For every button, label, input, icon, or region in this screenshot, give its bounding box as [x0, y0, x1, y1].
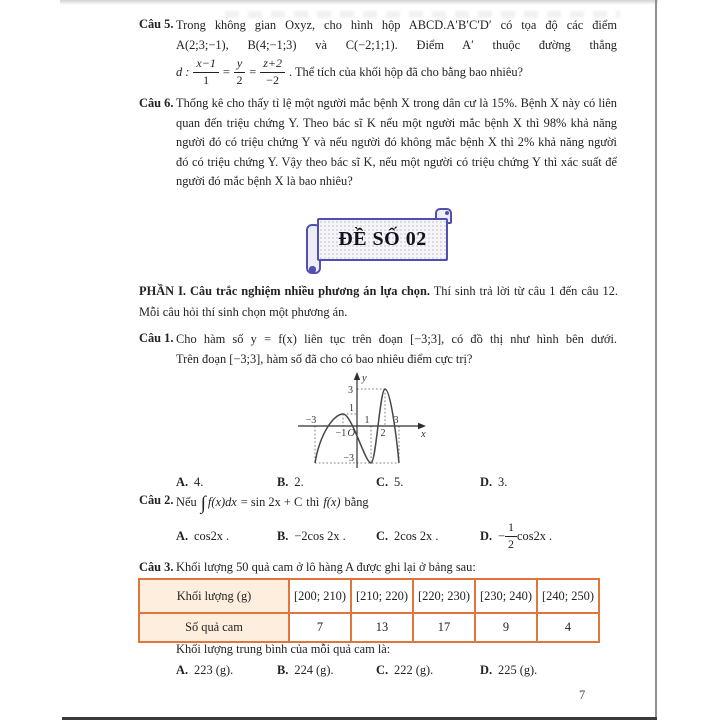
- question-3-options: [176, 660, 617, 680]
- question-1-body: [176, 329, 617, 370]
- line-d-label: d :: [176, 64, 190, 79]
- question-3-label: Câu 3.: [139, 560, 174, 574]
- option-a: A. cos2x .: [176, 528, 230, 543]
- y-tick-1: 1: [349, 403, 354, 414]
- question-3-followup: Khối lượng trung bình của mỗi quả cam là:: [176, 642, 391, 656]
- fraction-3: $\frac{z+2}{-2}$: [260, 57, 285, 88]
- question-5-label: Câu 5.: [139, 17, 174, 31]
- count-cell: 13: [351, 613, 413, 642]
- question-5-line2: A(2;3;−1), B(4;−1;3) và C(−2;1;1). Điểm A′ thuộc đường thẳng: [176, 38, 617, 53]
- question-5-body: [176, 15, 617, 90]
- question-6: [139, 94, 617, 192]
- bin-cell: [240; 250): [537, 579, 599, 613]
- x-tick-3: 3: [393, 415, 399, 426]
- question-1-line1: Cho hàm số y = f(x) liên tục trên đoạn [−3;3], có đồ thị như hình bên dưới.: [176, 332, 617, 346]
- question-2-label: Câu 2.: [139, 493, 174, 507]
- option-c: C. 2cos 2x .: [376, 528, 439, 543]
- count-cell: 9: [475, 613, 537, 642]
- question-2-body: [176, 491, 617, 515]
- option-a: A. 223 (g).: [176, 662, 234, 677]
- equals-sign: =: [249, 64, 257, 79]
- y-tick-3: 3: [348, 385, 353, 396]
- x-tick-2: 2: [380, 428, 386, 439]
- bin-cell: [220; 230): [413, 579, 475, 613]
- fraction-2: $\frac{y}{2}$: [234, 57, 245, 88]
- option-c: C. 222 (g).: [376, 662, 434, 677]
- fraction-half: $\frac{1}{2}$: [505, 521, 517, 552]
- option-a: A. 4.: [176, 474, 204, 489]
- question-5-equation-line: [176, 56, 617, 90]
- function-graph: [295, 369, 430, 472]
- question-1: [139, 329, 617, 370]
- y-axis-label: y: [362, 373, 367, 384]
- question-2-stem: Nếu ∫ f(x)dx = sin 2x + C thì f(x) bằng: [176, 492, 369, 514]
- page-top-edge-shadow: [60, 0, 658, 5]
- question-3-text: Khối lượng 50 quả cam ở lô hàng A được ghi lại ở bảng sau:: [176, 560, 476, 574]
- fraction-1: $\frac{x-1}{1}$: [193, 57, 218, 88]
- part-1-header: [139, 281, 618, 322]
- question-6-text: Thống kê cho thấy tỉ lệ một người mắc bệnh X trong dân cư là 15%. Bệnh X này có liên quan đến triệu chứng Y. Theo bác sĩ K nếu một người mắc bệnh X thì 98% khả năng người đó có triệu chứng Y và nếu người đó không mắc bệnh X thì 2% khả năng người đó có triệu chứng Y. Vậy theo bác sĩ K, nếu một người có triệu chứng Y thì xác suất để người đó mắc bệnh X là bao nhiêu?: [176, 96, 617, 188]
- page-bottom-edge: [62, 717, 657, 720]
- option-d: D. − $\frac{1}{2}$ cos2x .: [480, 519, 553, 551]
- question-2: [139, 491, 617, 515]
- count-cell: 7: [289, 613, 351, 642]
- x-tick-minus1: −1: [335, 428, 347, 439]
- bin-cell: [210; 220): [351, 579, 413, 613]
- question-1-label: Câu 1.: [139, 331, 174, 345]
- part-1-header-rest: Thí sinh trả lời từ câu 1 đến câu 12. Mỗi câu hỏi thí sinh chọn một phương án.: [139, 284, 619, 319]
- question-6-body: [176, 94, 617, 192]
- x-tick-minus3: −3: [305, 415, 317, 426]
- bin-cell: [200; 210): [289, 579, 351, 613]
- page-number: 7: [579, 688, 586, 702]
- question-5-line3-tail: . Thể tích của khối hộp đã cho bằng bao nhiêu?: [288, 64, 524, 79]
- row-header-mass: Khối lượng (g): [139, 579, 289, 613]
- option-d: D. 3.: [480, 474, 508, 489]
- count-cell: 17: [413, 613, 475, 642]
- row-header-count: Số quả cam: [139, 613, 289, 642]
- question-5-line1: Trong không gian Oxyz, cho hình hộp ABCD.A′B′C′D′ có tọa độ các điểm: [176, 18, 617, 32]
- x-tick-1: 1: [364, 415, 370, 426]
- x-axis-label: x: [421, 429, 426, 440]
- part-1-header-bold: PHẦN I. Câu trắc nghiệm nhiều phương án lựa chọn.: [139, 284, 430, 298]
- integral-sign: ∫: [200, 492, 206, 514]
- option-d: D. 225 (g).: [480, 662, 538, 677]
- y-tick-minus3: −3: [343, 453, 354, 464]
- option-b: B. 2.: [277, 474, 304, 489]
- table-row-mass: [139, 579, 599, 613]
- mass-frequency-table: [138, 578, 600, 643]
- table-row-count: [139, 613, 599, 642]
- question-5: [139, 15, 617, 90]
- banner-frame: [317, 218, 448, 261]
- option-c: C. 5.: [376, 474, 404, 489]
- option-b: B. −2cos 2x .: [277, 528, 346, 543]
- question-6-label: Câu 6.: [139, 96, 174, 110]
- page-right-edge: [655, 0, 657, 719]
- question-1-line2: Trên đoạn [−3;3], hàm số đã cho có bao nhiêu điểm cực trị?: [176, 352, 473, 367]
- question-3: [139, 558, 617, 578]
- option-b: B. 224 (g).: [277, 662, 334, 677]
- question-1-options: [176, 472, 617, 492]
- bin-cell: [230; 240): [475, 579, 537, 613]
- count-cell: 4: [537, 613, 599, 642]
- origin-label: O: [347, 428, 355, 439]
- exam-title-banner: [306, 208, 452, 270]
- exam-title: ĐỀ SỐ 02: [338, 228, 427, 250]
- equals-sign: =: [222, 64, 230, 79]
- question-2-options: [176, 519, 617, 553]
